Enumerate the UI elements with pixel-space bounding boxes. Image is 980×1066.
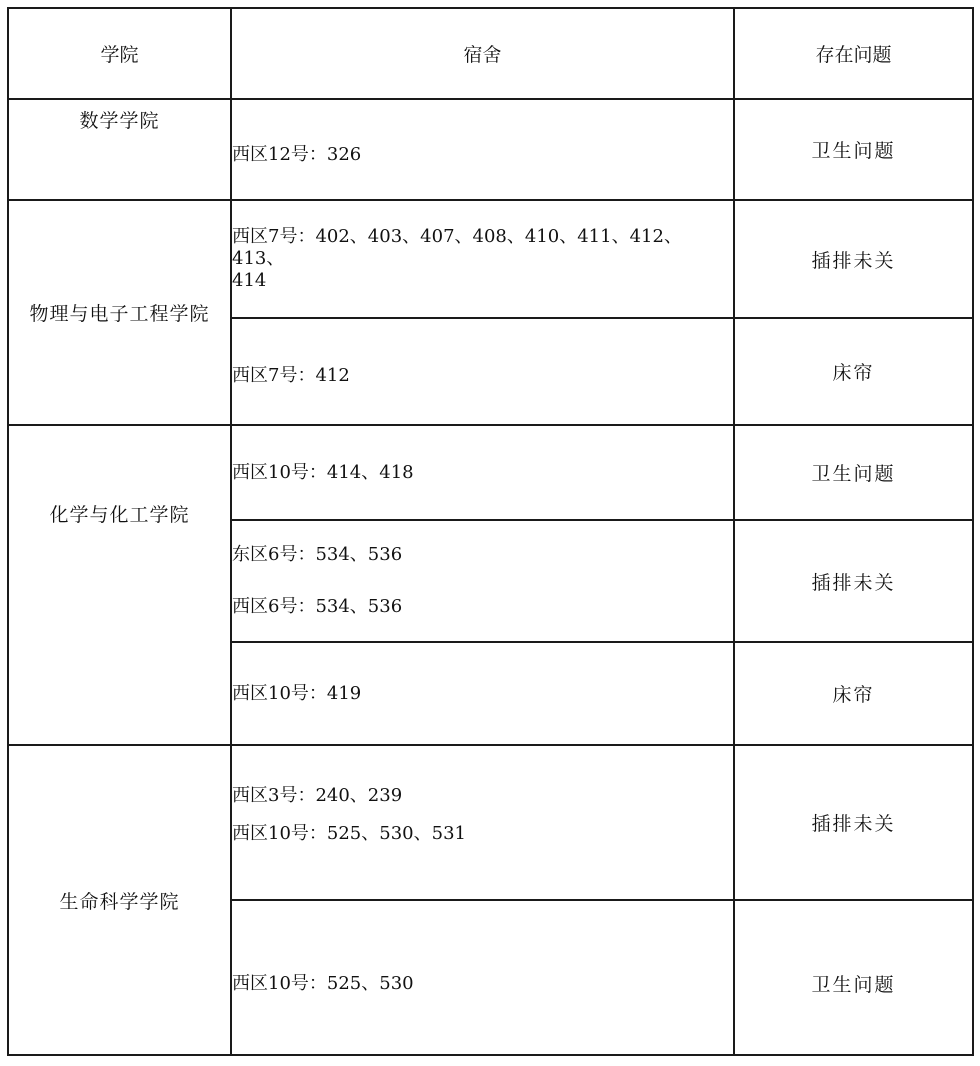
header-issue: 存在问题: [734, 8, 973, 99]
header-dorm: 宿舍: [231, 8, 734, 99]
issue-cell: 卫生问题: [734, 425, 973, 520]
dorm-cell: [231, 200, 734, 318]
issue-cell: 床帘: [734, 318, 973, 425]
dorm-line: 西区10号：419: [232, 682, 362, 704]
issue-label: 卫生问题: [811, 974, 896, 996]
header-row: [8, 8, 973, 99]
dorm-line: 东区6号：534、536: [232, 544, 403, 565]
dorm-line: 西区7号：412: [232, 364, 350, 386]
issue-cell: [734, 900, 973, 1055]
dorm-line: 西区7号：402、403、407、408、410、411、412、413、: [232, 226, 682, 269]
issue-cell: 插排未关: [734, 745, 973, 900]
dorm-cell: [231, 642, 734, 745]
table-row: [8, 425, 973, 520]
dorm-line: 西区6号：534、536: [232, 596, 403, 617]
college-label: 化学与化工学院: [49, 504, 190, 526]
dorm-cell: [231, 745, 734, 900]
dorm-line: 414: [232, 270, 267, 291]
dorm-line: 西区10号：525、530、531: [232, 822, 466, 844]
dorm-line: 西区10号：525、530: [232, 972, 414, 994]
issue-cell: 插排未关: [734, 520, 973, 642]
dorm-line: 西区12号：326: [232, 143, 362, 165]
dorm-inspection-table: [7, 7, 974, 1056]
table-row: [8, 99, 973, 200]
issue-cell: 床帘: [734, 642, 973, 745]
college-cell-chemistry: [8, 425, 231, 745]
dorm-cell: [231, 520, 734, 642]
table-row: [8, 745, 973, 900]
header-college: 学院: [8, 8, 231, 99]
dorm-cell: [231, 318, 734, 425]
issue-cell: 卫生问题: [734, 99, 973, 200]
dorm-cell: [231, 900, 734, 1055]
dorm-line: 西区10号：414、418: [232, 461, 414, 483]
college-cell-physics: 物理与电子工程学院: [8, 200, 231, 425]
issue-cell: 插排未关: [734, 200, 973, 318]
dorm-line: 西区3号：240、239: [232, 784, 403, 806]
dorm-cell: [231, 425, 734, 520]
college-cell-life-science: 生命科学学院: [8, 745, 231, 1055]
table-row: [8, 200, 973, 318]
college-cell-math: 数学学院: [8, 99, 231, 200]
dorm-cell: [231, 99, 734, 200]
